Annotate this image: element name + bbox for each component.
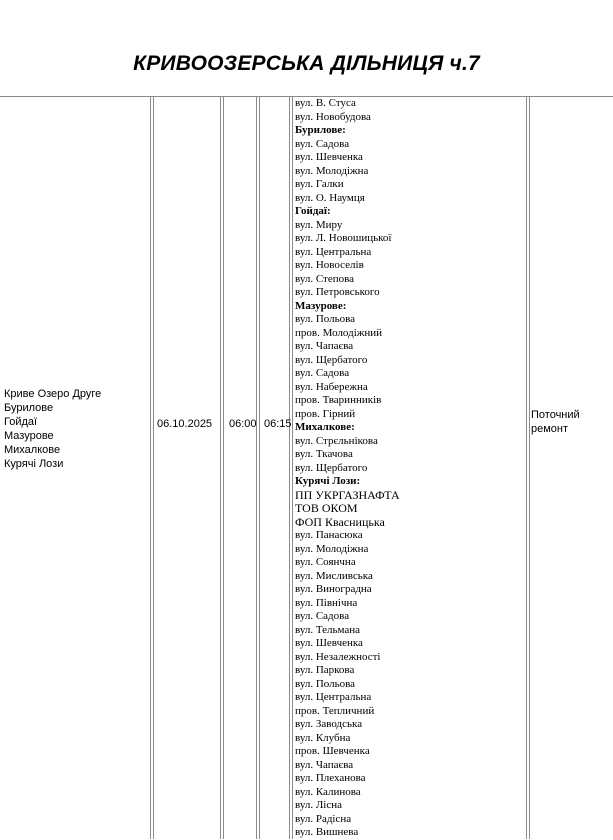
street-item: вул. Заводська [295,718,363,730]
street-item: пров. Молодіжний [295,326,383,339]
street-item: вул. Лісна [295,799,342,811]
street-item: вул. Новоселів [295,259,364,271]
settlement-name: Курячі Лози [4,458,64,470]
street-item: вул. Польова [295,677,356,690]
street-item: вул. Щербатого [295,461,368,474]
street-item: вул. Ткачова [295,448,353,460]
outage-reason: Поточний ремонт [531,409,580,435]
column-divider [256,97,260,839]
street-item: вул. Набережна [295,380,368,393]
street-item: вул. Тельмана [295,623,361,636]
outage-date: 06.10.2025 [157,418,213,430]
street-item: вул. Молодіжна [295,542,369,555]
street-item: вул. Вишнева [295,826,359,838]
street-item: вул. Молодіжна [295,164,369,177]
street-item: вул. Галки [295,178,344,190]
street-item: вул. Північна [295,596,358,609]
street-item: вул. Садова [295,367,350,379]
end-time: 06:15 [264,418,292,430]
settlement-header: Михалкове: [295,421,355,433]
street-item: вул. Панасюка [295,529,363,541]
street-item: вул. Чапаєва [295,340,354,352]
street-item: вул. Незалежності [295,650,381,663]
settlement-name: Гойдаї [4,416,38,428]
street-item: вул. Центральна [295,245,372,258]
street-item: вул. Паркова [295,664,355,676]
page-title: КРИВООЗЕРСЬКА ДІЛЬНИЦЯ ч.7 [133,52,480,75]
outage-table [0,96,613,839]
street-item: пров. Тваринників [295,394,382,406]
settlement-header: Мазурове: [295,299,347,312]
column-divider [289,97,293,839]
street-item: вул. Стрєльнікова [295,434,378,447]
street-item: вул. Садова [295,137,350,150]
street-item: вул. Польова [295,313,356,325]
column-divider [150,97,154,839]
street-item: вул. Шевченка [295,637,363,649]
street-item: вул. Шевченка [295,151,363,163]
settlement-name: Мазурове [4,430,54,442]
street-item: вул. Чапаєва [295,758,354,771]
organization-item: ФОП Квасницька [295,514,385,529]
street-item: вул. Л. Новошицької [295,232,392,244]
street-item: вул. Степова [295,272,355,285]
street-item: вул. Соянчна [295,556,356,568]
streets-cell [295,97,525,840]
street-item: вул. О. Наумця [295,191,365,204]
start-time: 06:00 [229,418,257,430]
street-item: вул. Миру [295,218,343,231]
settlement-name: Бурилове [4,402,54,414]
column-divider [220,97,224,839]
street-item: вул. Клубна [295,731,351,744]
street-item: пров. Гірний [295,407,356,420]
street-item: вул. Центральна [295,691,372,703]
settlement-name: Михалкове [4,444,61,456]
street-item: вул. Щербатого [295,353,368,366]
organization-item: ТОВ ОКОМ [295,501,358,515]
street-item: вул. В. Стуса [295,97,356,109]
street-item: вул. Петровського [295,286,380,298]
street-item: вул. Калинова [295,785,361,798]
street-item: вул. Новобудова [295,110,371,123]
settlement-header: Бурилове: [295,124,346,136]
settlements-cell [4,387,101,471]
street-item: вул. Виноградна [295,583,372,595]
street-item: вул. Мисливська [295,569,373,582]
street-item: вул. Садова [295,610,350,622]
settlement-header: Курячі Лози: [295,475,361,487]
street-item: пров. Шевченка [295,745,370,757]
street-item: пров. Тепличний [295,704,375,717]
street-item: вул. Плеханова [295,772,366,784]
column-divider [526,97,530,839]
street-item: вул. Радісна [295,812,352,825]
organization-item: ПП УКРГАЗНАФТА [295,487,400,502]
settlement-header: Гойдаї: [295,205,331,217]
settlement-name: Криве Озеро Друге [4,388,102,400]
